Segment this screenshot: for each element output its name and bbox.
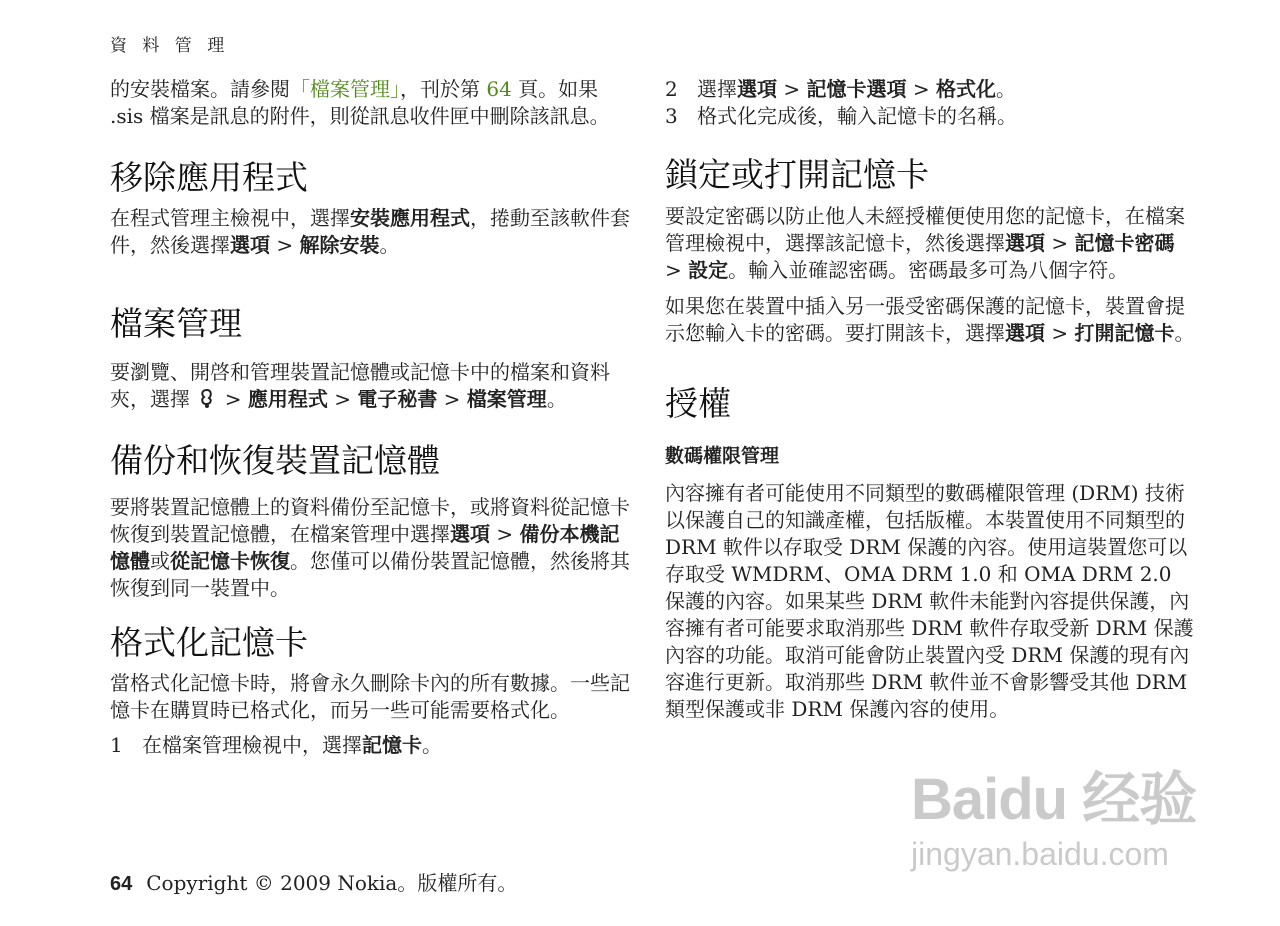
ui-term: 選項 — [1005, 321, 1045, 345]
text-run: > — [490, 522, 520, 546]
ui-term: 檔案管理 — [466, 387, 547, 411]
text-run: 要設定密碼以防止他人未經授權便使用您的記憶卡，在檔案管理檢視中，選擇該記憶卡，然後選擇 — [665, 204, 1185, 255]
text-run: 選擇 — [697, 77, 737, 101]
text-run: > — [777, 77, 807, 101]
ui-term: 安裝應用程式 — [350, 206, 470, 230]
text-run: ，捲動至該軟件套件，然後選擇 — [110, 206, 630, 257]
ui-term: 記憶卡 — [362, 733, 422, 757]
drm-body — [665, 480, 1195, 723]
remove-apps-body — [110, 205, 630, 259]
text-run: 如果您在裝置中插入另一張受密碼保護的記憶卡，裝置會提示您輸入卡的密碼。要打開該卡，選擇 — [665, 294, 1185, 345]
text-run: 。 — [422, 733, 442, 757]
text-run: 在程式管理主檢視中，選擇 — [110, 206, 350, 230]
watermark-brand: Baidu 经验 — [911, 767, 1197, 832]
text-run: 頁。如果 .sis 檔案是訊息的附件，則從訊息收件匣中刪除該訊息。 — [110, 77, 610, 128]
license-heading: 授權 — [665, 384, 731, 423]
text-run: > — [327, 387, 358, 411]
format-body — [110, 670, 630, 724]
left-column — [110, 76, 630, 759]
text-run: 內容擁有者可能使用不同類型的數碼權限管理 (DRM) 技術以保護自己的知識產權，包括版權。本裝置使用不同類型的 DRM 軟件以存取受 DRM 保護的內容。使用這裝置您可以存取受 WMDRM、OMA DRM 1.0 和 OMA DRM 2.0 保護的內容。如果某些 DRM 軟件未能對內容提供保護，內容擁有者可能要求取消那些 DRM 軟件存取受新 DRM 保護內容的功能。取消可能會防止裝置內受 DRM 保護的現有內容進行更新。取消那些 DRM 軟件並不會影響受其他 DRM 類型保護或非 DRM 保護內容的使用。 — [665, 481, 1194, 721]
text-run: 在檔案管理檢視中，選擇 — [142, 733, 362, 757]
format-step-1: 1 在檔案管理檢視中，選擇記憶卡。 — [110, 733, 442, 757]
text-run: 。 — [379, 233, 400, 257]
lock-card-body-2 — [665, 293, 1195, 347]
file-manager-heading: 檔案管理 — [110, 304, 242, 343]
running-header: 資 料 管 理 — [110, 36, 230, 56]
ui-term: 電子秘書 — [357, 387, 438, 411]
right-column — [665, 76, 1195, 723]
backup-body — [110, 494, 630, 602]
text-run: > — [1045, 231, 1075, 255]
ui-term: 選項 — [450, 522, 490, 546]
watermark-url: jingyan.baidu.com — [911, 836, 1169, 872]
ui-term: 記憶卡密碼 — [1074, 231, 1175, 255]
text-run: > — [906, 77, 936, 101]
ui-term: 選項 — [737, 77, 777, 101]
remove-apps-heading: 移除應用程式 — [110, 158, 308, 197]
format-step-2: 2 選擇選項 > 記憶卡選項 > 格式化。 — [665, 77, 1016, 101]
text-run: 當格式化記憶卡時，將會永久刪除卡內的所有數據。一些記憶卡在購買時已格式化，而另一些可能需要格式化。 — [110, 671, 630, 722]
text-run: > — [665, 258, 689, 282]
lock-card-body-1 — [665, 203, 1195, 284]
ui-term: 打開記憶卡 — [1074, 321, 1175, 345]
text-run: 。 — [995, 77, 1016, 101]
text-run: 要瀏覽、開啓和管理裝置記憶體或記憶卡中的檔案和資料夾，選擇 — [110, 360, 610, 411]
text-run: 的安裝檔案。請參閱 — [110, 77, 290, 101]
ui-term: 選項 — [230, 233, 270, 257]
ui-term: 應用程式 — [247, 387, 328, 411]
drm-subheading: 數碼權限管理 — [665, 445, 780, 467]
ui-term: 設定 — [688, 258, 729, 282]
ui-term: 解除安裝 — [299, 233, 380, 257]
link-text: 64 — [486, 77, 512, 101]
applications-folder-icon — [199, 389, 215, 416]
text-run: > — [270, 233, 300, 257]
ui-term: 選項 — [1005, 231, 1045, 255]
ui-term: 從記憶卡恢復 — [170, 549, 290, 573]
text-run: 格式化完成後，輸入記憶卡的名稱。 — [697, 104, 1017, 128]
text-run: 。您僅可以備份裝置記憶體，然後將其恢復到同一裝置中。 — [110, 549, 630, 600]
link-text: 「檔案管理」 — [290, 77, 400, 101]
lock-card-heading: 鎖定或打開記憶卡 — [665, 155, 929, 194]
text-run: > — [218, 387, 248, 411]
ui-term: 記憶卡選項 — [806, 77, 907, 101]
page-footer — [110, 870, 517, 898]
text-run: ，刊於第 — [400, 77, 487, 101]
backup-heading: 備份和恢復裝置記憶體 — [110, 441, 440, 480]
copyright-notice: Copyright © 2009 Nokia。版權所有。 — [146, 871, 518, 895]
baidu-watermark — [905, 767, 1205, 880]
text-run: > — [1045, 321, 1075, 345]
text-run: > — [437, 387, 467, 411]
text-run: 。 — [546, 387, 567, 411]
intro-paragraph — [110, 76, 630, 130]
text-run: 。輸入並確認密碼。密碼最多可為八個字符。 — [728, 258, 1129, 282]
ui-term: 備份本機記憶體 — [110, 522, 620, 573]
text-run: 或 — [150, 549, 170, 573]
format-heading: 格式化記憶卡 — [110, 623, 308, 662]
file-manager-body — [110, 359, 630, 416]
text-run: 。 — [1174, 321, 1195, 345]
format-step-3: 3 格式化完成後，輸入記憶卡的名稱。 — [665, 104, 1017, 128]
page-number: 64 — [110, 873, 133, 895]
ui-term: 格式化 — [935, 77, 996, 101]
text-run: 要將裝置記憶體上的資料備份至記憶卡，或將資料從記憶卡恢復到裝置記憶體，在檔案管理中選擇 — [110, 495, 630, 546]
